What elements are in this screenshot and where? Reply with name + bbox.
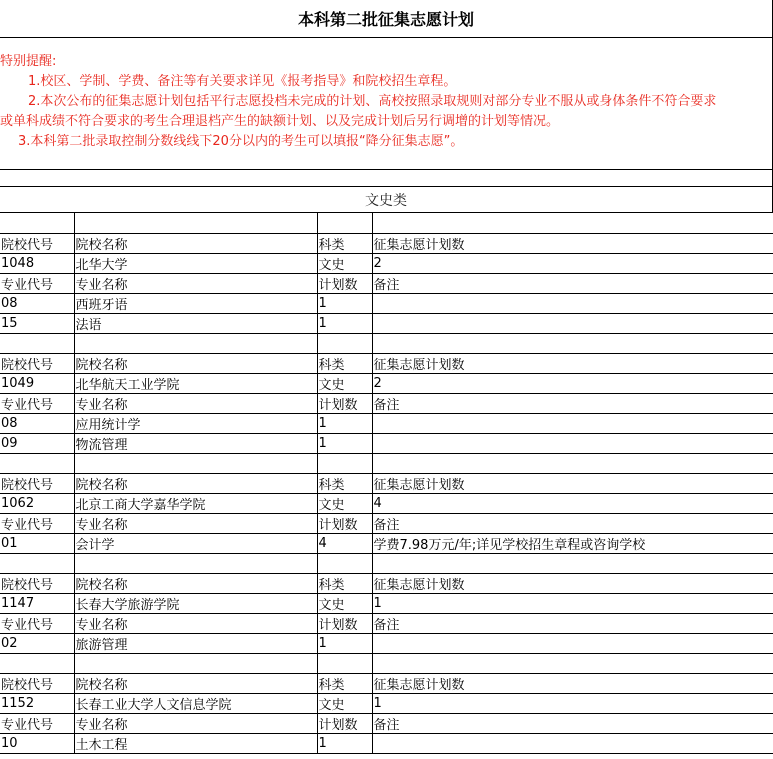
major-code-header[interactable]: 专业代号	[0, 393, 74, 413]
school-plan-count[interactable]: 4	[372, 493, 773, 513]
empty-cell[interactable]	[372, 213, 773, 233]
school-code-header[interactable]: 院校代号	[0, 473, 74, 493]
blank-row	[0, 653, 773, 673]
school-name-header[interactable]: 院校名称	[74, 353, 317, 373]
empty-cell[interactable]	[317, 213, 372, 233]
major-plan-num[interactable]: 1	[317, 293, 372, 313]
school-name-header[interactable]: 院校名称	[74, 233, 317, 253]
major-remark[interactable]: 学费7.98万元/年;详见学校招生章程或咨询学校	[372, 533, 773, 553]
sheet-title: 本科第二批征集志愿计划	[0, 0, 773, 38]
major-name[interactable]: 会计学	[74, 533, 317, 553]
major-remark[interactable]	[372, 413, 773, 433]
notice-block	[0, 38, 773, 170]
school-code[interactable]: 1152	[0, 693, 74, 713]
school-name-header[interactable]: 院校名称	[74, 573, 317, 593]
empty-cell[interactable]	[74, 653, 317, 673]
category-header[interactable]: 科类	[317, 573, 372, 593]
major-remark[interactable]	[372, 433, 773, 453]
major-code-header[interactable]: 专业代号	[0, 513, 74, 533]
empty-cell[interactable]	[372, 453, 773, 473]
empty-cell[interactable]	[317, 453, 372, 473]
empty-cell[interactable]	[372, 553, 773, 573]
major-header-row	[0, 613, 773, 633]
school-header-row	[0, 573, 773, 593]
school-code-header[interactable]: 院校代号	[0, 673, 74, 693]
school-plan-count[interactable]: 1	[372, 693, 773, 713]
major-plan-num[interactable]: 1	[317, 733, 372, 753]
school-category[interactable]: 文史	[317, 493, 372, 513]
empty-cell[interactable]	[74, 453, 317, 473]
school-header-row	[0, 233, 773, 253]
category-header[interactable]: 科类	[317, 673, 372, 693]
school-code[interactable]: 1049	[0, 373, 74, 393]
major-name[interactable]: 西班牙语	[74, 293, 317, 313]
school-category[interactable]: 文史	[317, 373, 372, 393]
major-code[interactable]: 10	[0, 733, 74, 753]
major-code-header[interactable]: 专业代号	[0, 613, 74, 633]
major-code[interactable]: 08	[0, 293, 74, 313]
notice-line-1: 1.校区、学制、学费、备注等有关要求详见《报考指导》和院校招生章程。	[28, 74, 457, 89]
school-code-header[interactable]: 院校代号	[0, 573, 74, 593]
plan-count-header[interactable]: 征集志愿计划数	[372, 573, 773, 593]
empty-cell[interactable]	[74, 553, 317, 573]
school-code[interactable]: 1048	[0, 253, 74, 273]
major-row	[0, 533, 773, 553]
empty-cell[interactable]	[317, 553, 372, 573]
school-category[interactable]: 文史	[317, 593, 372, 613]
plan-count-header[interactable]: 征集志愿计划数	[372, 353, 773, 373]
school-name[interactable]: 北华大学	[74, 253, 317, 273]
category-header[interactable]: 科类	[317, 473, 372, 493]
school-category[interactable]: 文史	[317, 693, 372, 713]
school-name[interactable]: 长春工业大学人文信息学院	[74, 693, 317, 713]
plan-count-header[interactable]: 征集志愿计划数	[372, 233, 773, 253]
major-remark[interactable]	[372, 313, 773, 333]
major-name-header[interactable]: 专业名称	[74, 613, 317, 633]
category-header[interactable]: 科类	[317, 233, 372, 253]
notice-heading: 特别提醒:	[0, 54, 57, 69]
major-plan-num[interactable]: 1	[317, 313, 372, 333]
major-name[interactable]: 旅游管理	[74, 633, 317, 653]
empty-cell[interactable]	[0, 333, 74, 353]
remark-header[interactable]: 备注	[372, 273, 773, 293]
empty-cell[interactable]	[317, 333, 372, 353]
empty-cell[interactable]	[0, 453, 74, 473]
major-code-header[interactable]: 专业代号	[0, 273, 74, 293]
major-plan-num[interactable]: 1	[317, 413, 372, 433]
major-code[interactable]: 02	[0, 633, 74, 653]
empty-cell[interactable]	[372, 333, 773, 353]
plan-count-header[interactable]: 征集志愿计划数	[372, 473, 773, 493]
empty-cell[interactable]	[74, 213, 317, 233]
school-code-header[interactable]: 院校代号	[0, 353, 74, 373]
major-name[interactable]: 土木工程	[74, 733, 317, 753]
blank-row	[0, 453, 773, 473]
major-header-row	[0, 513, 773, 533]
empty-cell[interactable]	[74, 333, 317, 353]
plan-table	[0, 213, 773, 754]
school-code-header[interactable]: 院校代号	[0, 233, 74, 253]
major-remark[interactable]	[372, 633, 773, 653]
plan-num-header[interactable]: 计划数	[317, 393, 372, 413]
school-name[interactable]: 北华航天工业学院	[74, 373, 317, 393]
blank-row	[0, 553, 773, 573]
major-row	[0, 633, 773, 653]
major-row	[0, 313, 773, 333]
blank-row	[0, 213, 773, 233]
plan-num-header[interactable]: 计划数	[317, 513, 372, 533]
major-name-header[interactable]: 专业名称	[74, 513, 317, 533]
plan-count-header[interactable]: 征集志愿计划数	[372, 673, 773, 693]
school-row	[0, 373, 773, 393]
school-header-row	[0, 353, 773, 373]
school-category[interactable]: 文史	[317, 253, 372, 273]
school-plan-count[interactable]: 2	[372, 253, 773, 273]
major-row	[0, 733, 773, 753]
remark-header[interactable]: 备注	[372, 513, 773, 533]
notice-line-2a: 2.本次公布的征集志愿计划包括平行志愿投档未完成的计划、高校按照录取规则对部分专业不服从或身体条件不符合要求	[28, 94, 717, 109]
blank-row	[0, 333, 773, 353]
major-header-row	[0, 713, 773, 733]
school-name[interactable]: 北京工商大学嘉华学院	[74, 493, 317, 513]
school-code[interactable]: 1147	[0, 593, 74, 613]
plan-num-header[interactable]: 计划数	[317, 273, 372, 293]
school-row	[0, 693, 773, 713]
major-row	[0, 413, 773, 433]
major-code[interactable]: 15	[0, 313, 74, 333]
notice-line-3: 3.本科第二批录取控制分数线线下20分以内的考生可以填报“降分征集志愿”。	[18, 134, 464, 149]
major-name-header[interactable]: 专业名称	[74, 713, 317, 733]
major-name[interactable]: 物流管理	[74, 433, 317, 453]
plan-num-header[interactable]: 计划数	[317, 613, 372, 633]
major-code[interactable]: 01	[0, 533, 74, 553]
notice-line-2b: 或单科成绩不符合要求的考生合理退档产生的缺额计划、以及完成计划后另行调增的计划等情况。	[0, 114, 560, 129]
major-plan-num[interactable]: 1	[317, 633, 372, 653]
major-name-header[interactable]: 专业名称	[74, 393, 317, 413]
major-code[interactable]: 08	[0, 413, 74, 433]
school-header-row	[0, 673, 773, 693]
major-name[interactable]: 法语	[74, 313, 317, 333]
major-name[interactable]: 应用统计学	[74, 413, 317, 433]
school-name-header[interactable]: 院校名称	[74, 673, 317, 693]
empty-cell[interactable]	[317, 653, 372, 673]
school-row	[0, 593, 773, 613]
school-row	[0, 253, 773, 273]
blank-row	[0, 170, 773, 187]
major-row	[0, 433, 773, 453]
major-row	[0, 293, 773, 313]
school-header-row	[0, 473, 773, 493]
major-code[interactable]: 09	[0, 433, 74, 453]
school-name-header[interactable]: 院校名称	[74, 473, 317, 493]
empty-cell[interactable]	[0, 213, 74, 233]
school-plan-count[interactable]: 1	[372, 593, 773, 613]
major-header-row	[0, 393, 773, 413]
remark-header[interactable]: 备注	[372, 613, 773, 633]
major-remark[interactable]	[372, 733, 773, 753]
remark-header[interactable]: 备注	[372, 393, 773, 413]
school-plan-count[interactable]: 2	[372, 373, 773, 393]
empty-cell[interactable]	[0, 553, 74, 573]
major-remark[interactable]	[372, 293, 773, 313]
school-name[interactable]: 长春大学旅游学院	[74, 593, 317, 613]
category-header[interactable]: 科类	[317, 353, 372, 373]
school-row	[0, 493, 773, 513]
remark-header[interactable]: 备注	[372, 713, 773, 733]
empty-cell[interactable]	[0, 653, 74, 673]
empty-cell[interactable]	[372, 653, 773, 673]
section-title: 文史类	[0, 187, 773, 213]
plan-num-header[interactable]: 计划数	[317, 713, 372, 733]
major-name-header[interactable]: 专业名称	[74, 273, 317, 293]
major-header-row	[0, 273, 773, 293]
major-plan-num[interactable]: 4	[317, 533, 372, 553]
school-code[interactable]: 1062	[0, 493, 74, 513]
major-plan-num[interactable]: 1	[317, 433, 372, 453]
major-code-header[interactable]: 专业代号	[0, 713, 74, 733]
